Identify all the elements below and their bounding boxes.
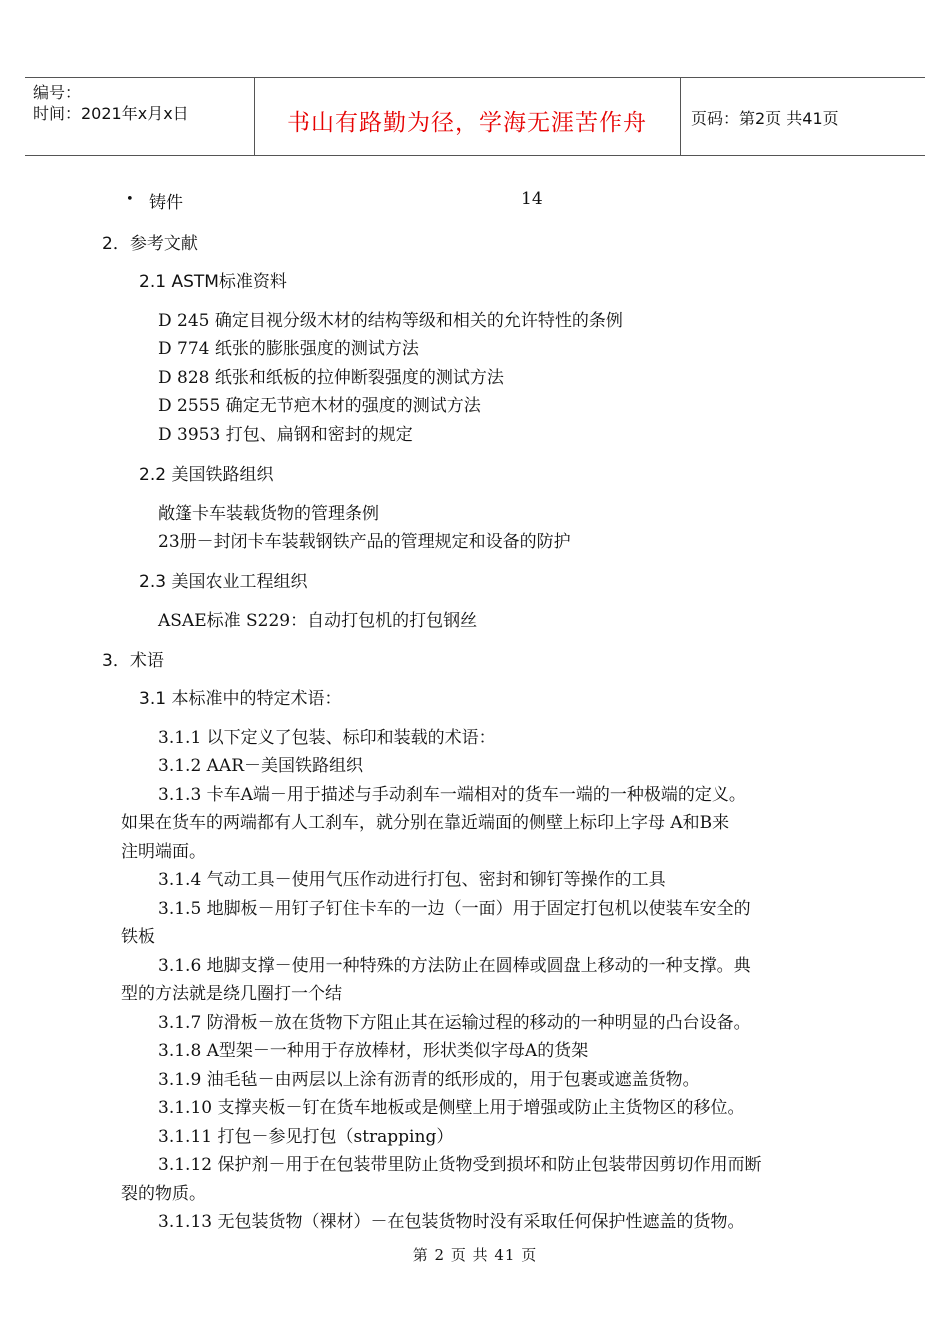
astm-item: D 3953 打包、扁钢和密封的规定	[158, 425, 413, 445]
term-line: 3.1.10 支撑夹板－钉在货车地板或是侧壁上用于增强或防止主货物区的移位。	[158, 1098, 745, 1118]
section-2-1-heading: 2.1 ASTM标准资料	[139, 272, 287, 292]
section-2-3-heading: 2.3 美国农业工程组织	[139, 572, 308, 592]
aar-item: 23册－封闭卡车装载钢铁产品的管理规定和设备的防护	[158, 532, 571, 552]
doc-number-label: 编号：	[33, 83, 82, 102]
header-page-info: 页码：第2页 共41页	[691, 109, 839, 128]
toc-page-number: 14	[521, 189, 543, 209]
term-line: 3.1.6 地脚支撑－使用一种特殊的方法防止在圆棒或圆盘上移动的一种支撑。典	[158, 956, 751, 976]
term-line: 3.1.11 打包－参见打包（strapping）	[158, 1127, 454, 1147]
term-line: 铁板	[121, 927, 155, 947]
term-line: 3.1.12 保护剂－用于在包装带里防止货物受到损坏和防止包装带因剪切作用而断	[158, 1155, 762, 1175]
doc-time-label: 时间：2021年x月x日	[33, 104, 189, 123]
term-line: 裂的物质。	[121, 1184, 206, 1204]
page-footer: 第 2 页 共 41 页	[412, 1246, 538, 1264]
term-line: 3.1.8 A型架－一种用于存放棒材，形状类似字母A的货架	[158, 1041, 589, 1061]
page-header	[25, 77, 925, 156]
aar-item: 敞篷卡车装载货物的管理条例	[158, 504, 379, 524]
term-line: 如果在货车的两端都有人工刹车，就分别在靠近端面的侧壁上标印上字母 A和B来	[121, 813, 730, 833]
term-line: 3.1.5 地脚板－用钉子钉住卡车的一边（一面）用于固定打包机以使装车安全的	[158, 899, 751, 919]
section-2-2-heading: 2.2 美国铁路组织	[139, 465, 274, 485]
astm-item: D 774 纸张的膨胀强度的测试方法	[158, 339, 419, 359]
term-line: 3.1.3 卡车A端－用于描述与手动刹车一端相对的货车一端的一种极端的定义。	[158, 785, 746, 805]
term-line: 3.1.9 油毛毡－由两层以上涂有沥青的纸形成的，用于包裹或遮盖货物。	[158, 1070, 700, 1090]
section-2-heading: 2．参考文献	[102, 234, 198, 254]
term-line: 3.1.1 以下定义了包装、标印和装载的术语：	[158, 728, 496, 748]
astm-item: D 245 确定目视分级木材的结构等级和相关的允许特性的条例	[158, 311, 623, 331]
header-motto: 书山有路勤为径，学海无涯苦作舟	[287, 110, 647, 136]
term-line: 注明端面。	[121, 842, 206, 862]
term-line: 3.1.7 防滑板－放在货物下方阻止其在运输过程的移动的一种明显的凸台设备。	[158, 1013, 751, 1033]
toc-item: 铸件	[149, 193, 183, 213]
astm-item: D 828 纸张和纸板的拉伸断裂强度的测试方法	[158, 368, 504, 388]
toc-bullet: •	[126, 192, 134, 207]
term-line: 3.1.4 气动工具－使用气压作动进行打包、密封和铆钉等操作的工具	[158, 870, 666, 890]
asae-item: ASAE标准 S229：自动打包机的打包钢丝	[158, 611, 478, 631]
header-divider	[680, 78, 681, 155]
section-3-1-heading: 3.1 本标准中的特定术语：	[139, 689, 342, 709]
term-line: 型的方法就是绕几圈打一个结	[121, 984, 342, 1004]
header-meta	[33, 82, 189, 124]
term-line: 3.1.2 AAR－美国铁路组织	[158, 756, 364, 776]
section-3-heading: 3．术语	[102, 651, 164, 671]
term-line: 3.1.13 无包装货物（裸材）－在包装货物时没有采取任何保护性遮盖的货物。	[158, 1212, 745, 1232]
astm-item: D 2555 确定无节疤木材的强度的测试方法	[158, 396, 481, 416]
